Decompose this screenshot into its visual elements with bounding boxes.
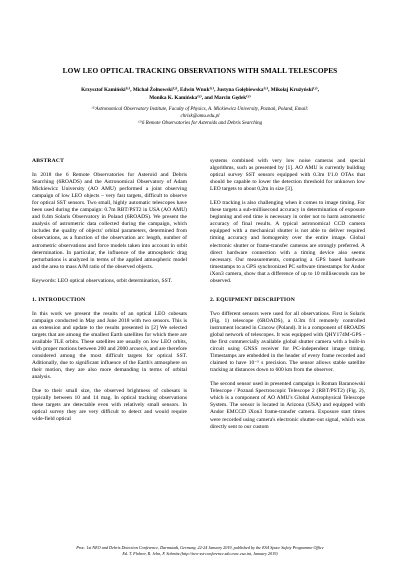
affiliation-1-email: chrisk@amu.edu.pl <box>180 114 220 120</box>
affiliation-1: ⁽¹⁾Astronomical Observatory Institute, Faculty of Physics, A. Mickiewicz University, Poznań, Poland, Email: <box>91 107 309 112</box>
paper-title: LOW LEO OPTICAL TRACKING OBSERVATIONS WITH SMALL TELESCOPES <box>62 66 338 75</box>
affiliation-2: ⁽²⁾6 Remote Observatories for Asteroids and Debris Searching <box>137 121 263 127</box>
intro-paragraph-3: systems combined with very low noise cameras and special algorithms, such as presented by [1]. AO AMU is currently building optical survey SST sensors equipped with 0.3m f/1.0 OTAs that should be capable to lower the detection threshold for unknown low LEO targets to about 0,2m in size [3]. <box>210 158 365 193</box>
proceedings-footer <box>0 545 400 556</box>
equipment-heading: 2. EQUIPMENT DESCRIPTION <box>210 296 296 303</box>
abstract-text: In 2018 the 6 Remote Observatories for Asteroid and Debris Searching (6ROADS) and the Astronomical Observatory of Adam Mickiewicz University (AO AMU) performed a joint observing campaign of low LEO objects – very fast targets, difficult to observe for optical SST sensors. Two small, highly automatic telescopes have been used during the campaign: 0.7m RBT/PST2 in USA (AO AMU) and 0.4m Solaris Observatory in Poland (6ROADS). We present the analysis of astrometric data collected during the campaign, which includes the quality of objects' orbital parameters, determined from observations, as a function of the observation arc length, number of astrometric observations and force models taken into account in orbit determination. In particular, the influence of the atmospheric drag perturbations is analyzed in terms of the applied atmospheric model and the area to mass A/M ratio of the observed objects. <box>32 172 187 270</box>
equipment-paragraph-1: Two different sensors were used for all observations. First is Solaris (Fig. 1) telescope (6ROADS), a 0.3m f/4 remotely controlled instrument located in Cracow (Poland). It is a component of 6ROADS global network of telescopes. It was equipped with QHY174M-GPS - the first commercially available global shutter camera with a built-in circuit using GNSS receiver for PC-independent image timing. Timestamps are embedded in the header of every frame recorded and claimed to have 10⁻⁵ s precision. The sensor allows stable satellite tracking at distances down to 600 km from the observer. <box>210 310 365 374</box>
equipment-paragraph-2: The second sensor used in presented campaign is Roman Baranowski Telescope / Poznań Spectroscopic Telescope 2 (RBT/PST2) (Fig. 2), which is a component of AO AMU's Global Astrophysical Telescope System. The sensor is located in Arizona (USA) and equipped with Andor EMCCD iXon3 frame-transfer camera. Exposure start times were recorded using camera's electronic shutter-out signal, which was directly sent to our custom <box>210 381 365 430</box>
right-column <box>210 158 365 438</box>
intro-paragraph-1: In this work we present the results of an optical LEO cubesats campaign conducted in May and June 2018 with two sensors. This is an extension and update to the results presented in [2] We selected targets that are among the smallest Earth satellites for which there are available TLE orbits. These satellites are usually on low LEO orbits, with proper motions between 200 and 2000 arcsec/s, and are therefore considered among the most difficult targets for optical SST. Aditionally, due to significant influence of the Earth's atmosphere on their motion, they are also more demanding in terms of orbital analysis. <box>32 310 187 381</box>
affiliations <box>40 106 360 128</box>
footer-line-2: Ed. T. Flohrer, R. Jehn, F. Schmitz (http://neo-sst-conference.sdo.esoc.esa.int, January 2019) <box>122 550 278 556</box>
authors-line-1: Krzysztof Kamiński⁽¹⁾, Michał Żołnowski⁽²⁾, Edwin Wnuk⁽¹⁾, Justyna Gołębiewska⁽¹⁾, Mikołaj Krużyński⁽¹⁾, <box>81 87 319 93</box>
left-column <box>32 158 187 431</box>
authors-line-2: Monika K. Kamińska⁽¹⁾, and Marcin Gędek⁽¹⁾ <box>149 94 251 101</box>
abstract-heading: ABSTRACT <box>32 158 65 164</box>
intro-paragraph-2: Due to their small size, the observed brightness of cubesats is typically between 10 and 14 mag. In optical tracking observations these targets are detectable even with relatively small sensors. In optical survey they are very difficult to detect and would require wide-field optical <box>32 388 187 423</box>
keywords: Keywords: LEO optical observations, orbit determination, SST. <box>32 277 172 284</box>
intro-paragraph-4: LEO tracking is also challenging when it comes to image timing. For these targets a sub-millisecond accuracy in determination of exposure beginning and end time is necessary in order not to harm astrometric accuracy of final results. A typical astronomical CCD camera equipped with a mechanical shutter is not able to deliver required timing accuracy and homogenity over the entire image. Global electronic shutter or frame-transfer cameras are strongly preferred. A direct hardware connection with a timing device also seems necessary. Our measurements, comparing a GPS based hardware timestamps to a GPS synchronized PC software timestamps for Andor iXon3 camera, show that a difference of up to 10 milliseconds can be observed. <box>210 200 365 284</box>
introduction-heading: 1. INTRODUCTION <box>32 296 86 303</box>
author-list <box>40 87 360 102</box>
footer-line-1: Proc. 1st NEO and Debris Detection Conference, Darmstadt, Germany, 22-24 January 2019, published by the ESA Space Safety Programme Office <box>76 545 324 550</box>
